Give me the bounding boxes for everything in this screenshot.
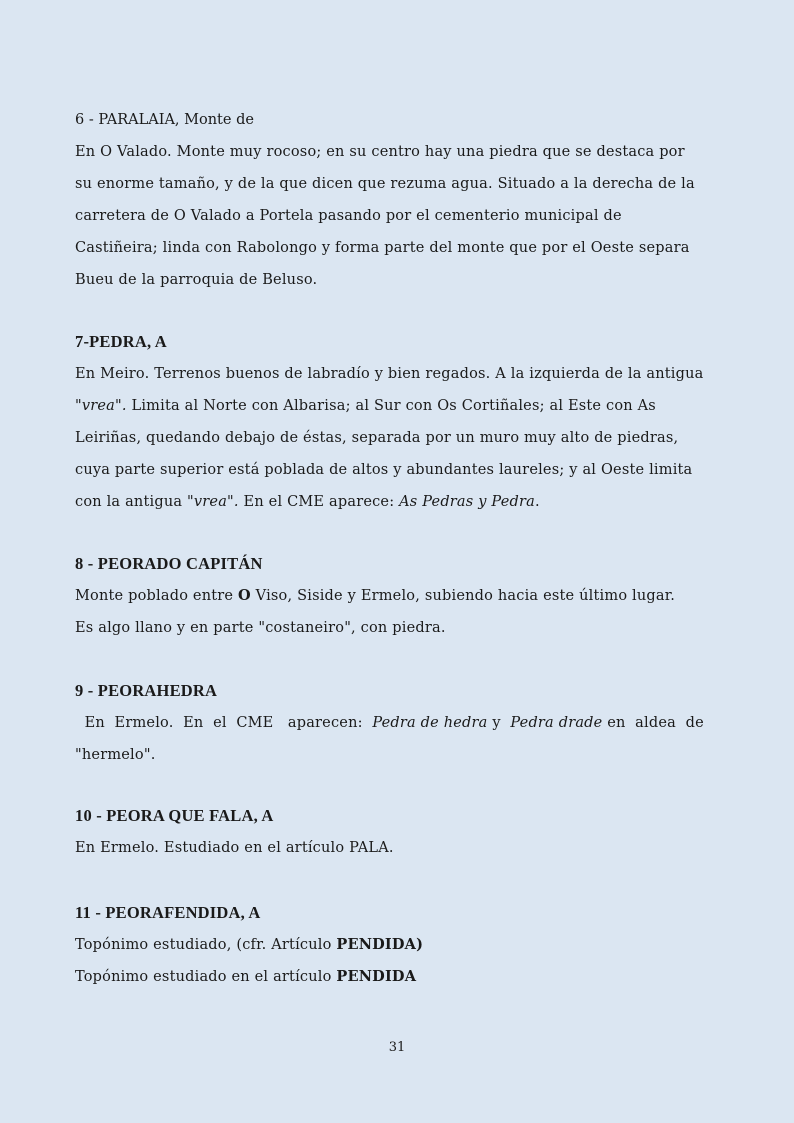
entry-pedra [75, 326, 717, 518]
entry-heading: 6 - PARALAIA, Monte de [75, 112, 254, 128]
entry-peorado-capitan [75, 548, 717, 644]
entry-text-line [75, 707, 717, 739]
entry-text: y [487, 715, 511, 731]
entry-heading: 8 - PEORADO CAPITÁN [75, 554, 263, 573]
entry-heading: 9 - PEORAHEDRA [75, 681, 218, 700]
entry-text-line: carretera de O Valado a Portela pasando por el cementerio municipal de [75, 208, 622, 224]
cme-form: Pedra de hedra [372, 715, 488, 731]
entry-paralaia [75, 104, 717, 296]
entry-text-line: cuya parte superior está poblada de altos y abundantes laureles; y al Oeste limita [75, 462, 693, 478]
entry-text: Limita al Norte con Albarisa; al Sur con Os Cortiñales; al Este con As [126, 398, 656, 414]
entry-text-line: Bueu de la parroquia de Beluso. [75, 272, 318, 288]
entry-peora-que-fala [75, 800, 717, 864]
entry-peorahedra [75, 675, 717, 771]
entry-text-line [75, 580, 717, 612]
entry-text-line: su enorme tamaño, y de la que dicen que rezuma agua. Situado a la derecha de la [75, 176, 695, 192]
entry-text-line: En Ermelo. Estudiado en el artículo PALA. [75, 840, 394, 856]
entry-heading: 11 - PEORAFENDIDA, A [75, 903, 261, 922]
entry-text-line: Es algo llano y en parte "costaneiro", con piedra. [75, 620, 446, 636]
entry-text: en aldea de [602, 715, 704, 731]
entry-peorafendida [75, 897, 717, 993]
entry-text: . [534, 494, 540, 510]
bold-term: PENDIDA [336, 968, 417, 985]
entry-text-line: Leiriñas, quedando debajo de éstas, separada por un muro muy alto de piedras, [75, 430, 679, 446]
cme-form: Pedra drade [510, 715, 603, 731]
entry-text: Viso, Siside y Ermelo, subiendo hacia este último lugar. [250, 588, 676, 604]
entry-text: Topónimo estudiado, (cfr. Artículo [75, 937, 337, 953]
quoted-term: "vrea". [187, 494, 239, 510]
quoted-term: "vrea". [75, 398, 127, 414]
entry-text-line [75, 486, 717, 518]
entry-text-line [75, 390, 717, 422]
entry-text: con la antigua [75, 494, 188, 510]
entry-text-line: En Meiro. Terrenos buenos de labradío y bien regados. A la izquierda de la antigua [75, 366, 704, 382]
entry-text: En el CME aparece: [238, 494, 400, 510]
entry-text-line [75, 961, 717, 993]
entry-text-line: En O Valado. Monte muy rocoso; en su centro hay una piedra que se destaca por [75, 144, 685, 160]
entry-text-line: "hermelo". [75, 747, 156, 763]
entry-text: En Ermelo. En el CME aparecen: [75, 715, 373, 731]
entry-text-line: Castiñeira; linda con Rabolongo y forma parte del monte que por el Oeste separa [75, 240, 690, 256]
bold-term: O [238, 587, 251, 604]
entry-text-line [75, 929, 717, 961]
entry-heading: 7-PEDRA, A [75, 332, 167, 351]
bold-term: PENDIDA) [336, 936, 424, 953]
page-number: 31 [388, 1040, 406, 1055]
entry-heading: 10 - PEORA QUE FALA, A [75, 806, 274, 825]
cme-forms: As Pedras y Pedra [399, 494, 535, 510]
entry-text: Monte poblado entre [75, 588, 238, 604]
entry-text: Topónimo estudiado en el artículo [75, 969, 337, 985]
